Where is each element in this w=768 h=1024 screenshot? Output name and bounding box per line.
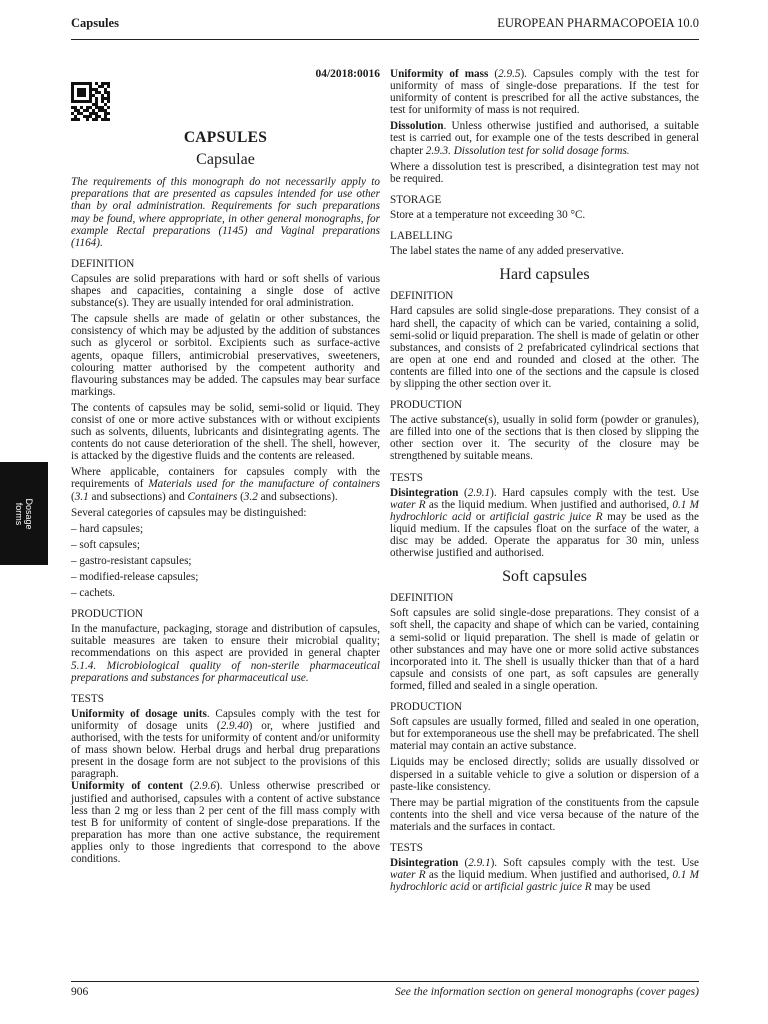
text-run: as the liquid medium. When justified and authorised, — [425, 869, 673, 882]
definition-paragraph: The capsule shells are made of gelatin or other substances, the consistency of which may be adjusted by the addition of substances such as glycerol or sorbitol. Excipients such as surface-active agents, opaque fillers, antimicrobial preservatives, sweeteners, colouring matter authorised by the competent authority and flavouring substances may be added. The capsules may bear surface markings. — [71, 313, 380, 398]
storage-text: Store at a temperature not exceeding 30 °C. — [390, 208, 586, 221]
section-heading-storage: STORAGE — [390, 193, 442, 206]
text-run: ). Hard capsules comply with the test. Use — [490, 486, 699, 499]
hard-production: The active substance(s), usually in solid form (powder or granules), are filled into one of the sections that is then closed by slipping the other section over it. The security of the closure may be strengthened by suitable means. — [390, 414, 699, 463]
section-heading-labelling: LABELLING — [390, 230, 453, 243]
labelling-text: The label states the name of any added preservative. — [390, 245, 624, 258]
reference-link: Containers — [187, 490, 238, 503]
text-run: ). Soft capsules comply with the test. Use — [490, 857, 699, 870]
chapter-reference: 3.1 — [74, 490, 89, 503]
reagent-name: artificial gastric juice R — [489, 510, 603, 523]
chapter-reference: 2.9.6 — [193, 780, 216, 793]
soft-production: Soft capsules are usually formed, filled and sealed in one operation, but for extemporaneous use the shell may be prefabricated. The shell material may contain an active substance. — [390, 716, 699, 753]
text-run: ( — [71, 490, 75, 503]
text-run: ( — [458, 857, 469, 870]
chapter-reference: 2.9.40 — [220, 719, 249, 732]
list-item: – modified-release capsules; — [71, 571, 199, 583]
right-column — [390, 68, 699, 893]
soft-definition: Soft capsules are solid single-dose preparations. They consist of a soft shell, the capacity and shape of which can be varied, containing a semi-solid or liquid preparation. The shell is made of gelatin or other substances and may have one or more solid active substances incorporated into it. The shell is usually thicker than that of a hard capsule and consists of one part, as soft capsules are generally formed, filled and sealed in a single operation. — [390, 607, 699, 692]
text-run: ( — [182, 780, 194, 793]
reagent-name: 0.1 M hydrochloric acid — [390, 869, 699, 894]
test-title: Dissolution — [390, 120, 444, 133]
hard-disintegration-test — [390, 487, 699, 560]
chapter-reference: 3.2 — [243, 490, 258, 503]
test-uniformity-content — [71, 780, 380, 865]
text-run: ). Capsules comply with the test for uniformity of mass of single-dose preparations. If the test for uniformity of content is prescribed for all the active substances, the test for uniformity of mass is not required. — [390, 68, 699, 117]
list-item: – cachets. — [71, 587, 116, 600]
section-heading-definition: DEFINITION — [71, 257, 135, 270]
section-heading-definition: DEFINITION — [390, 290, 454, 303]
section-heading-tests: TESTS — [390, 841, 423, 854]
reagent-name: 0.1 M hydrochloric acid — [390, 498, 699, 523]
test-uniformity-mass — [390, 68, 699, 116]
definition-paragraph: Capsules are solid preparations with hard or soft shells of various shapes and capacities, containing a single dose of active substance(s). They are usually intended for oral administration. — [71, 272, 380, 310]
text-run: may be used as the liquid medium. If the capsules float on the surface of the water, a disc may be added. Operate the apparatus for 30 min, unless otherwise justified and authorised. — [390, 510, 699, 560]
text-run: may be used — [591, 881, 651, 894]
text-run: and subsections) and — [88, 490, 188, 503]
test-title: Disintegration — [390, 486, 459, 499]
definition-paragraph — [71, 466, 380, 502]
reference-link: Materials used for the manufacture of containers — [148, 478, 380, 491]
section-heading-production: PRODUCTION — [390, 701, 463, 714]
definition-paragraph: Several categories of capsules may be distinguished: — [71, 506, 307, 519]
test-dissolution — [390, 120, 699, 156]
monograph-intro: The requirements of this monograph do not necessarily apply to preparations that are presented as capsules intended for use other than by oral administration. Requirements for such preparations may be found, where appropriate, in other general monographs, for example Rectal preparations (1145) and Vaginal preparations (1164). — [71, 176, 380, 249]
chapter-reference: 2.9.5 — [498, 68, 521, 80]
test-title: Disintegration — [390, 857, 459, 870]
soft-disintegration-test — [390, 857, 699, 893]
text-run: as the liquid medium. When justified and authorised, — [425, 498, 673, 511]
section-heading-tests: TESTS — [390, 471, 423, 484]
text-run: or — [469, 881, 485, 894]
hard-definition: Hard capsules are solid single-dose preparations. They consist of a hard shell, the capacity of which can be varied, containing a solid, semi-solid or liquid preparation. The shell is made of gelatin or other substances, and consists of 2 prefabricated cylindrical sections that are open at one end and rounded and closed at the other. The contents are filled into one of the sections and the capsule is closed by slipping the other section over it. — [390, 305, 699, 390]
list-item: – soft capsules; — [71, 538, 140, 551]
subsection-title-hard-capsules: Hard capsules — [499, 266, 590, 284]
text-run: ( — [488, 68, 499, 80]
dissolution-note: Where a dissolution test is prescribed, a disintegration test may not be required. — [390, 160, 699, 185]
test-uniformity-dosage-units — [71, 708, 380, 781]
footer-note: See the information section on general monographs (cover pages) — [394, 986, 699, 998]
section-heading-tests: TESTS — [71, 692, 104, 705]
chapter-reference: 2.9.1 — [467, 486, 491, 499]
soft-production: There may be partial migration of the constituents from the capsule contents into the shell and vice versa because of the nature of the materials and the surfaces in contact. — [390, 796, 699, 833]
reagent-name: artificial gastric juice R — [484, 881, 592, 894]
side-tab-dosage-forms — [0, 462, 48, 565]
subsection-title-soft-capsules: Soft capsules — [502, 568, 587, 586]
test-title: Uniformity of mass — [390, 68, 489, 80]
section-heading-production: PRODUCTION — [71, 608, 144, 621]
text-run: ( — [237, 490, 244, 503]
text-run: In the manufacture, packaging, storage and distribution of capsules, suitable measures are taken to ensure their microbial quality; recommendations on this aspect are provided in general chapter — [71, 623, 380, 660]
chapter-reference: 2.9.3. Dissolution test for solid dosage forms. — [425, 144, 630, 157]
list-item: – gastro-resistant capsules; — [71, 554, 192, 567]
page-header — [71, 16, 699, 36]
list-item: – hard capsules; — [71, 522, 144, 535]
footer-rule — [71, 981, 699, 982]
header-rule — [71, 39, 699, 40]
text-run: ). Unless otherwise prescribed or justified and authorised, capsules with a content of active substance less than 2 mg or less than 2 per cent of the fill mass comply with test B for uniformity of content of single-dose preparations. If the preparation has more than one active substance, the requirement applies only to those ingredients that correspond to the above conditions. — [71, 780, 380, 865]
definition-paragraph: The contents of capsules may be solid, semi-solid or liquid. They consist of one or more active substances with or without excipients such as solvents, diluents, lubricants and disintegrating agents. The contents do not cause deterioration of the shell. The shell, however, is attacked by the digestive fluids and the contents are released. — [71, 401, 380, 463]
text-run: Where applicable, containers for capsules comply with the requirements of — [71, 466, 380, 491]
soft-production: Liquids may be enclosed directly; solids are usually dissolved or dispersed in a suitable vehicle to give a solution or dispersion of a paste-like consistency. — [390, 756, 699, 793]
text-run: ( — [458, 486, 468, 499]
left-column — [71, 68, 380, 865]
reagent-name: water R — [390, 498, 426, 511]
text-run: . Unless otherwise justified and authorised, a suitable test is carried out, for example one of the tests described in general chapter — [390, 120, 699, 157]
chapter-reference: 5.1.4. Microbiological quality of non-sterile pharmaceutical preparations and substances for pharmaceutical use. — [71, 659, 380, 684]
page-number: 906 — [71, 986, 89, 998]
production-paragraph — [71, 623, 380, 683]
monograph-code: 04/2018:0016 — [315, 68, 380, 80]
section-heading-production: PRODUCTION — [390, 399, 463, 412]
text-run: ) or, where justified and authorised, with the tests for uniformity of content and/or uniformity of mass shown below. Herbal drugs and herbal drug preparations present in the dosage form are not subject to the provisions of this paragraph. — [71, 719, 380, 781]
monograph-latin-title: Capsulae — [196, 151, 255, 169]
text-run: and subsections). — [257, 490, 338, 503]
section-heading-definition: DEFINITION — [390, 592, 454, 605]
text-run: or — [471, 510, 490, 523]
test-title: Uniformity of content — [71, 780, 183, 793]
reagent-name: water R — [390, 869, 426, 882]
header-publication-title: EUROPEAN PHARMACOPOEIA 10.0 — [497, 16, 699, 30]
header-section-title: Capsules — [71, 16, 119, 30]
side-tab-label: Dosage forms — [14, 497, 34, 530]
text-run: . Capsules comply with the test for uniformity of dosage units ( — [71, 707, 381, 732]
chapter-reference: 2.9.1 — [468, 857, 491, 870]
monograph-title: CAPSULES — [183, 129, 268, 147]
test-title: Uniformity of dosage units — [71, 707, 207, 720]
